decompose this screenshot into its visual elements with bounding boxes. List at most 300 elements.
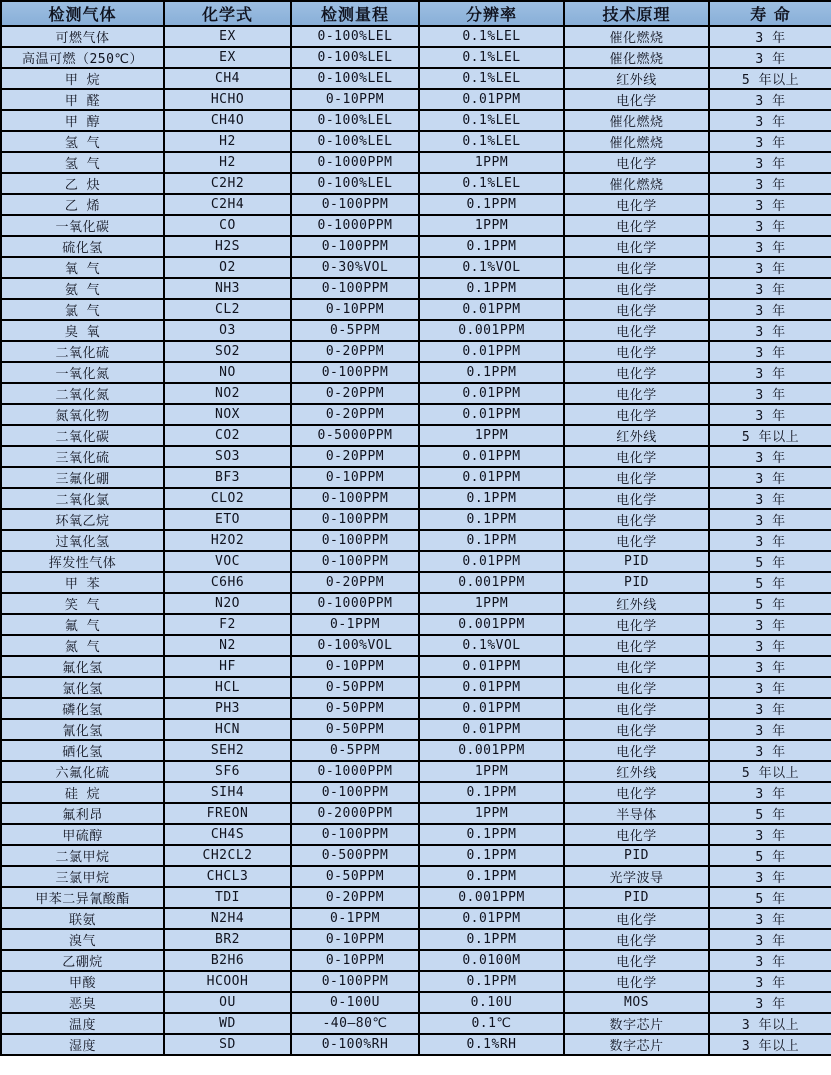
table-cell: 电化学 (564, 488, 709, 509)
table-cell: 0-100%LEL (291, 26, 419, 47)
table-cell: 红外线 (564, 425, 709, 446)
table-cell: 光学波导 (564, 866, 709, 887)
table-cell: 催化燃烧 (564, 173, 709, 194)
table-cell: 磷化氢 (1, 698, 164, 719)
table-cell: CL2 (164, 299, 291, 320)
table-cell: 电化学 (564, 299, 709, 320)
table-row (1, 719, 831, 740)
table-cell: 0.01PPM (419, 467, 564, 488)
table-cell: 电化学 (564, 698, 709, 719)
table-cell: 电化学 (564, 89, 709, 110)
table-row (1, 89, 831, 110)
table-cell: CH4 (164, 68, 291, 89)
table-cell: 氮氧化物 (1, 404, 164, 425)
table-row (1, 299, 831, 320)
table-cell: 电化学 (564, 908, 709, 929)
table-cell: 0-500PPM (291, 845, 419, 866)
table-row (1, 656, 831, 677)
table-cell: 乙 烯 (1, 194, 164, 215)
table-cell: 高温可燃（250℃） (1, 47, 164, 68)
table-cell: C2H4 (164, 194, 291, 215)
table-cell: PID (564, 887, 709, 908)
table-cell: HCOOH (164, 971, 291, 992)
table-cell: 二氧化碳 (1, 425, 164, 446)
table-cell: F2 (164, 614, 291, 635)
table-cell: 1PPM (419, 803, 564, 824)
table-cell: 3 年 (709, 362, 831, 383)
table-row (1, 509, 831, 530)
table-cell: HCN (164, 719, 291, 740)
header-cell-lifespan: 寿 命 (709, 1, 831, 26)
table-cell: 氯 气 (1, 299, 164, 320)
table-cell: 电化学 (564, 278, 709, 299)
table-cell: 三氯甲烷 (1, 866, 164, 887)
table-cell: 3 年 (709, 740, 831, 761)
table-cell: 氢 气 (1, 152, 164, 173)
table-row (1, 425, 831, 446)
table-cell: 0.1℃ (419, 1013, 564, 1034)
table-cell: 0.1PPM (419, 782, 564, 803)
table-cell: 0-50PPM (291, 719, 419, 740)
table-cell: 温度 (1, 1013, 164, 1034)
table-row (1, 47, 831, 68)
table-cell: 5 年以上 (709, 761, 831, 782)
table-cell: 0-100%LEL (291, 173, 419, 194)
table-cell: 一氧化碳 (1, 215, 164, 236)
table-cell: H2O2 (164, 530, 291, 551)
table-cell: 0-100%RH (291, 1034, 419, 1055)
table-cell: 环氧乙烷 (1, 509, 164, 530)
table-row (1, 614, 831, 635)
table-cell: 电化学 (564, 383, 709, 404)
table-row (1, 173, 831, 194)
table-cell: 0-2000PPM (291, 803, 419, 824)
table-cell: 3 年 (709, 467, 831, 488)
table-row (1, 824, 831, 845)
table-cell: 3 年 (709, 194, 831, 215)
table-cell: 0.01PPM (419, 908, 564, 929)
table-cell: 0-10PPM (291, 929, 419, 950)
table-cell: 硒化氢 (1, 740, 164, 761)
table-cell: 电化学 (564, 614, 709, 635)
table-cell: 三氟化硼 (1, 467, 164, 488)
table-cell: 0-1PPM (291, 908, 419, 929)
table-cell: SO3 (164, 446, 291, 467)
table-cell: PID (564, 845, 709, 866)
table-cell: 3 年 (709, 341, 831, 362)
table-cell: 0-100%VOL (291, 635, 419, 656)
table-cell: 0-10PPM (291, 89, 419, 110)
table-cell: 3 年 (709, 89, 831, 110)
table-cell: 0.1PPM (419, 845, 564, 866)
table-cell: 电化学 (564, 194, 709, 215)
table-cell: 0.1%RH (419, 1034, 564, 1055)
table-cell: O2 (164, 257, 291, 278)
table-cell: 3 年 (709, 278, 831, 299)
table-cell: 电化学 (564, 677, 709, 698)
table-cell: 5 年 (709, 593, 831, 614)
table-row (1, 110, 831, 131)
table-cell: 电化学 (564, 950, 709, 971)
table-cell: 0.1PPM (419, 488, 564, 509)
table-cell: 3 年 (709, 929, 831, 950)
table-cell: 0-1000PPM (291, 152, 419, 173)
table-cell: 0-100PPM (291, 278, 419, 299)
table-cell: 甲酸 (1, 971, 164, 992)
table-cell: 3 年 (709, 698, 831, 719)
table-cell: 0-50PPM (291, 698, 419, 719)
table-cell: 电化学 (564, 446, 709, 467)
table-cell: 硅 烷 (1, 782, 164, 803)
table-row (1, 740, 831, 761)
table-cell: 0-100%LEL (291, 47, 419, 68)
table-cell: CO2 (164, 425, 291, 446)
table-cell: 电化学 (564, 719, 709, 740)
table-cell: 挥发性气体 (1, 551, 164, 572)
table-cell: 湿度 (1, 1034, 164, 1055)
table-cell: 二氯甲烷 (1, 845, 164, 866)
header-cell-formula: 化学式 (164, 1, 291, 26)
table-cell: 0.1PPM (419, 929, 564, 950)
table-cell: 0.1%LEL (419, 110, 564, 131)
table-cell: NO2 (164, 383, 291, 404)
table-cell: 二氧化氯 (1, 488, 164, 509)
table-row (1, 341, 831, 362)
table-row (1, 992, 831, 1013)
table-cell: 0.1PPM (419, 824, 564, 845)
table-row (1, 530, 831, 551)
table-cell: 0.001PPM (419, 320, 564, 341)
table-cell: 甲 烷 (1, 68, 164, 89)
table-cell: 氰化氢 (1, 719, 164, 740)
table-row (1, 131, 831, 152)
table-cell: 3 年 (709, 719, 831, 740)
table-row (1, 383, 831, 404)
table-cell: 0-1000PPM (291, 761, 419, 782)
table-cell: -40—80℃ (291, 1013, 419, 1034)
table-cell: 0.01PPM (419, 341, 564, 362)
table-cell: 红外线 (564, 68, 709, 89)
table-cell: 0.01PPM (419, 404, 564, 425)
table-header (1, 1, 831, 26)
table-cell: 5 年 (709, 845, 831, 866)
table-row (1, 551, 831, 572)
table-cell: 3 年 (709, 26, 831, 47)
table-cell: 0.1PPM (419, 971, 564, 992)
table-row (1, 635, 831, 656)
table-cell: 甲苯二异氰酸酯 (1, 887, 164, 908)
table-cell: OU (164, 992, 291, 1013)
table-cell: EX (164, 47, 291, 68)
table-cell: 3 年 (709, 383, 831, 404)
table-cell: 0.1%VOL (419, 257, 564, 278)
table-cell: 数字芯片 (564, 1034, 709, 1055)
table-cell: 0-100%LEL (291, 68, 419, 89)
table-cell: 1PPM (419, 761, 564, 782)
table-cell: 3 年 (709, 110, 831, 131)
table-cell: 可燃气体 (1, 26, 164, 47)
table-cell: 乙硼烷 (1, 950, 164, 971)
table-cell: 0-50PPM (291, 866, 419, 887)
table-cell: 氮 气 (1, 635, 164, 656)
table-cell: 氟 气 (1, 614, 164, 635)
table-cell: CH4S (164, 824, 291, 845)
table-cell: 0.1%LEL (419, 68, 564, 89)
table-cell: 电化学 (564, 341, 709, 362)
table-cell: H2 (164, 152, 291, 173)
table-cell: CHCL3 (164, 866, 291, 887)
table-cell: 3 年 (709, 257, 831, 278)
table-cell: 催化燃烧 (564, 110, 709, 131)
table-row (1, 1034, 831, 1055)
table-cell: 电化学 (564, 509, 709, 530)
header-row (1, 1, 831, 26)
header-cell-range: 检测量程 (291, 1, 419, 26)
table-cell: 0-30%VOL (291, 257, 419, 278)
table-cell: 过氧化氢 (1, 530, 164, 551)
table-cell: BF3 (164, 467, 291, 488)
table-cell: 催化燃烧 (564, 131, 709, 152)
table-row (1, 278, 831, 299)
table-cell: 1PPM (419, 425, 564, 446)
table-cell: CO (164, 215, 291, 236)
table-cell: MOS (564, 992, 709, 1013)
header-cell-gas: 检测气体 (1, 1, 164, 26)
table-cell: NO (164, 362, 291, 383)
table-cell: 催化燃烧 (564, 26, 709, 47)
table-cell: N2H4 (164, 908, 291, 929)
table-cell: 0.1%LEL (419, 47, 564, 68)
table-cell: 氟利昂 (1, 803, 164, 824)
table-cell: SD (164, 1034, 291, 1055)
table-cell: 恶臭 (1, 992, 164, 1013)
table-cell: 3 年 (709, 215, 831, 236)
table-cell: 0-100PPM (291, 509, 419, 530)
table-row (1, 761, 831, 782)
table-cell: 0-20PPM (291, 446, 419, 467)
table-cell: 1PPM (419, 215, 564, 236)
table-row (1, 908, 831, 929)
table-cell: 电化学 (564, 824, 709, 845)
table-row (1, 236, 831, 257)
table-cell: PID (564, 551, 709, 572)
table-cell: 5 年以上 (709, 425, 831, 446)
table-cell: TDI (164, 887, 291, 908)
table-cell: 二氧化氮 (1, 383, 164, 404)
table-cell: SEH2 (164, 740, 291, 761)
table-row (1, 782, 831, 803)
table-cell: 电化学 (564, 635, 709, 656)
table-cell: 0.001PPM (419, 614, 564, 635)
table-row (1, 257, 831, 278)
table-cell: SF6 (164, 761, 291, 782)
table-cell: 3 年 (709, 47, 831, 68)
table-cell: SO2 (164, 341, 291, 362)
table-cell: 氧 气 (1, 257, 164, 278)
table-cell: 电化学 (564, 404, 709, 425)
table-cell: 5 年 (709, 551, 831, 572)
table-cell: 0.1PPM (419, 362, 564, 383)
table-cell: 电化学 (564, 782, 709, 803)
table-cell: 3 年 (709, 971, 831, 992)
table-cell: 0-100%LEL (291, 110, 419, 131)
table-cell: 0.1PPM (419, 236, 564, 257)
table-cell: 六氟化硫 (1, 761, 164, 782)
table-cell: 0-50PPM (291, 677, 419, 698)
table-cell: 3 年 (709, 782, 831, 803)
table-cell: N2 (164, 635, 291, 656)
table-cell: 3 年 (709, 950, 831, 971)
table-row (1, 866, 831, 887)
table-cell: 联氨 (1, 908, 164, 929)
table-cell: 3 年 (709, 530, 831, 551)
table-cell: 数字芯片 (564, 1013, 709, 1034)
table-row (1, 362, 831, 383)
table-cell: HCHO (164, 89, 291, 110)
table-cell: 3 年 (709, 677, 831, 698)
table-cell: H2 (164, 131, 291, 152)
table-cell: 0-5PPM (291, 320, 419, 341)
table-cell: C2H2 (164, 173, 291, 194)
table-cell: 0.01PPM (419, 383, 564, 404)
table-cell: HCL (164, 677, 291, 698)
table-cell: 0-20PPM (291, 887, 419, 908)
table-cell: 3 年 (709, 152, 831, 173)
table-cell: 0-100PPM (291, 824, 419, 845)
table-cell: 0-1PPM (291, 614, 419, 635)
table-cell: 0.001PPM (419, 887, 564, 908)
table-cell: 0.01PPM (419, 656, 564, 677)
header-cell-resolution: 分辨率 (419, 1, 564, 26)
table-cell: 0-100PPM (291, 782, 419, 803)
table-cell: 笑 气 (1, 593, 164, 614)
table-cell: 3 年以上 (709, 1034, 831, 1055)
table-cell: 0-1000PPM (291, 215, 419, 236)
table-cell: 0-5000PPM (291, 425, 419, 446)
table-cell: 电化学 (564, 656, 709, 677)
table-cell: 0.001PPM (419, 572, 564, 593)
table-cell: 氟化氢 (1, 656, 164, 677)
table-cell: 3 年 (709, 173, 831, 194)
table-cell: 氨 气 (1, 278, 164, 299)
table-cell: WD (164, 1013, 291, 1034)
table-cell: 3 年 (709, 614, 831, 635)
table-cell: 0-100PPM (291, 194, 419, 215)
table-cell: CH4O (164, 110, 291, 131)
table-cell: 三氧化硫 (1, 446, 164, 467)
table-row (1, 698, 831, 719)
table-cell: 0-10PPM (291, 467, 419, 488)
table-cell: 硫化氢 (1, 236, 164, 257)
table-cell: 0.01PPM (419, 299, 564, 320)
table-row (1, 593, 831, 614)
table-cell: 0-5PPM (291, 740, 419, 761)
table-cell: 3 年 (709, 236, 831, 257)
table-row (1, 845, 831, 866)
table-cell: 甲 苯 (1, 572, 164, 593)
table-cell: 5 年 (709, 572, 831, 593)
table-cell: 0.01PPM (419, 446, 564, 467)
table-cell: 电化学 (564, 320, 709, 341)
table-cell: 电化学 (564, 929, 709, 950)
table-cell: 3 年 (709, 320, 831, 341)
table-cell: 3 年 (709, 299, 831, 320)
table-row (1, 68, 831, 89)
table-cell: 0.01PPM (419, 677, 564, 698)
table-cell: C6H6 (164, 572, 291, 593)
table-cell: 3 年 (709, 446, 831, 467)
table-cell: 二氧化硫 (1, 341, 164, 362)
table-cell: 0.1%LEL (419, 131, 564, 152)
table-cell: 红外线 (564, 593, 709, 614)
table-row (1, 26, 831, 47)
table-cell: 电化学 (564, 362, 709, 383)
table-cell: 氢 气 (1, 131, 164, 152)
table-cell: 0.1%LEL (419, 26, 564, 47)
table-cell: 1PPM (419, 152, 564, 173)
table-cell: 3 年 (709, 908, 831, 929)
table-cell: 3 年以上 (709, 1013, 831, 1034)
table-cell: NOX (164, 404, 291, 425)
table-cell: FREON (164, 803, 291, 824)
table-row (1, 194, 831, 215)
table-cell: 0.10U (419, 992, 564, 1013)
table-cell: NH3 (164, 278, 291, 299)
table-cell: 电化学 (564, 236, 709, 257)
table-cell: 0.1%VOL (419, 635, 564, 656)
table-cell: 0-100PPM (291, 530, 419, 551)
table-cell: 0-20PPM (291, 572, 419, 593)
table-cell: 5 年以上 (709, 68, 831, 89)
table-cell: 5 年 (709, 887, 831, 908)
table-row (1, 950, 831, 971)
table-cell: 0-10PPM (291, 656, 419, 677)
table-cell: 3 年 (709, 509, 831, 530)
table-cell: O3 (164, 320, 291, 341)
table-cell: 0-100%LEL (291, 131, 419, 152)
table-cell: PID (564, 572, 709, 593)
table-row (1, 215, 831, 236)
table-row (1, 971, 831, 992)
table-cell: 3 年 (709, 635, 831, 656)
table-cell: 0-100PPM (291, 236, 419, 257)
table-row (1, 677, 831, 698)
table-cell: 电化学 (564, 215, 709, 236)
table-cell: 催化燃烧 (564, 47, 709, 68)
table-cell: SIH4 (164, 782, 291, 803)
table-cell: 3 年 (709, 488, 831, 509)
table-cell: 0-10PPM (291, 299, 419, 320)
table-row (1, 488, 831, 509)
table-cell: BR2 (164, 929, 291, 950)
table-cell: 0-20PPM (291, 341, 419, 362)
table-cell: 溴气 (1, 929, 164, 950)
table-cell: 臭 氧 (1, 320, 164, 341)
table-cell: 0-100PPM (291, 551, 419, 572)
table-cell: 0.1PPM (419, 866, 564, 887)
table-cell: 0-20PPM (291, 383, 419, 404)
table-cell: 3 年 (709, 992, 831, 1013)
table-cell: EX (164, 26, 291, 47)
table-cell: 0.1PPM (419, 278, 564, 299)
table-cell: 0.01PPM (419, 698, 564, 719)
table-cell: 3 年 (709, 656, 831, 677)
table-cell: 3 年 (709, 131, 831, 152)
table-cell: 3 年 (709, 824, 831, 845)
table-row (1, 404, 831, 425)
table-cell: ETO (164, 509, 291, 530)
table-cell: 0.001PPM (419, 740, 564, 761)
